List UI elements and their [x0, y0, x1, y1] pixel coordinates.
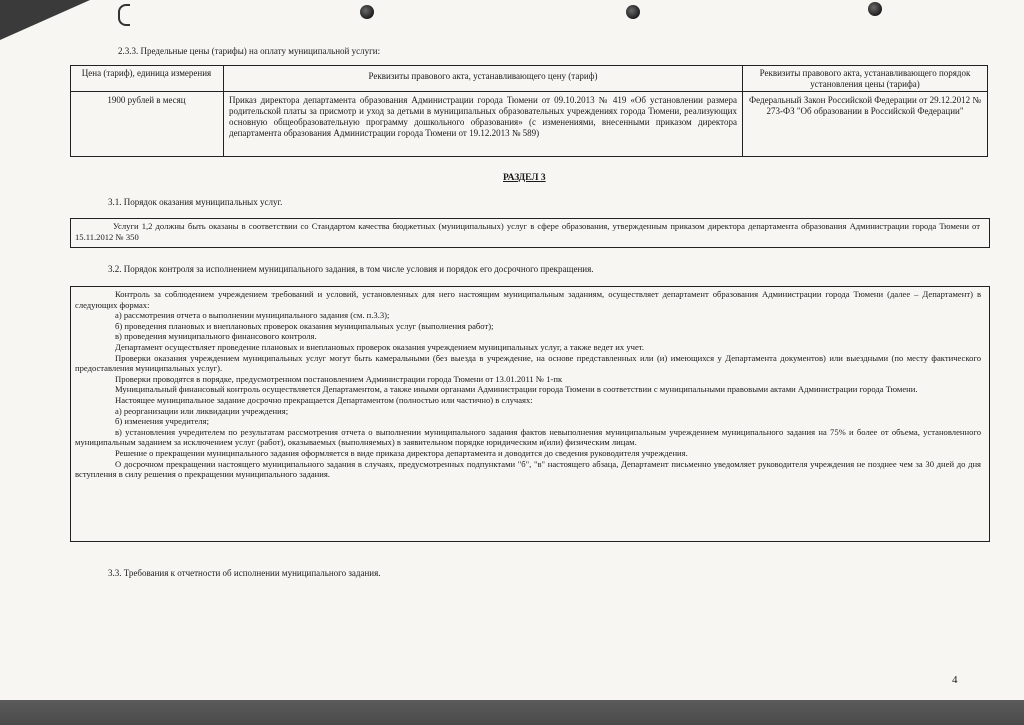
table-header-order: Реквизиты правового акта, устанавливающего порядок установления цены (тарифа) — [759, 68, 971, 89]
section-title: РАЗДЕЛ 3 — [503, 173, 546, 183]
table-header-act: Реквизиты правового акта, устанавливающего цену (тариф) — [368, 71, 598, 81]
heading-2-3-3: 2.3.3. Предельные цены (тарифы) на оплату муниципальной услуги: — [118, 46, 381, 56]
heading-3-3: 3.3. Требования к отчетности об исполнении муниципального задания. — [108, 568, 381, 578]
table-column-divider — [742, 65, 743, 156]
termination-list-item: а) реорганизации или ликвидации учреждения; — [115, 405, 289, 416]
notification-paragraph: О досрочном прекращении настоящего муниципального задания в случаях, предусмотренных подпунктами "б", "в" настоящего абзаца, Департамент письменно уведомляет руководителя учреждения не позднее чем за 30 дней до дня вступления в силу решения о прекращении муниципального задания. — [75, 458, 981, 480]
inspection-paragraph: Департамент осуществляет проведение плановых и внеплановых проверок оказания учреждением муниципальных услуг, а также ведет их учет. — [115, 341, 645, 352]
binder-clip-icon — [118, 4, 130, 26]
table-header-price: Цена (тариф), единица измерения — [81, 68, 212, 78]
termination-list-item: в) установления учредителем по результатам рассмотрения отчета о выполнении муниципального задания фактов невыполнения муниципальным учреждением муниципального задания на 75% и более от объема, установленного муниципальным заданием за исключением услуг (работ), оказываемых (выполняемых) в заявительном порядке юридическим и(или) физическим лицам. — [75, 426, 981, 448]
termination-paragraph: Настоящее муниципальное задание досрочно прекращается Департаментом (полностью или частично) в случаях: — [115, 394, 533, 405]
scan-bottom-edge — [0, 700, 1024, 725]
table-column-divider — [223, 65, 224, 156]
table-cell-order: Федеральный Закон Российской Федерации от 29.12.2012 № 273-ФЗ "Об образовании в Российской Федерации" — [749, 95, 981, 116]
punch-hole-icon — [868, 2, 882, 16]
page-number: 4 — [952, 674, 958, 686]
table-header-divider — [70, 91, 988, 92]
control-paragraph: Контроль за соблюдением учреждением требований и условий, установленных для него настоящим муниципальным заданиям, осуществляет департамент образования Администрации города Тюмени (далее – Департамент) в следующих формах: — [75, 289, 981, 310]
decision-paragraph: Решение о прекращении муниципального задания оформляется в виде приказа директора департамента и доводится до сведения руководителя учреждения. — [115, 447, 688, 458]
table-cell-act: Приказ директора департамента образования Администрации города Тюмени от 09.10.2013 № 419 «Об установлении размера родительской платы за присмотр и уход за детьми в муниципальных образовательных учреждениях города Тюмени, реализующих основную общеобразовательную программу дошкольного образования» (с изменениями, внесенными приказом директора департамента образования Администрации города Тюмени от 19.12.2013 № 589) — [229, 95, 737, 138]
termination-list-item: б) изменения учредителя; — [115, 416, 210, 427]
heading-3-2: 3.2. Порядок контроля за исполнением муниципального задания, в том числе условия и порядок его досрочного прекращения. — [108, 264, 594, 274]
scan-shadow-corner — [0, 0, 90, 40]
heading-3-1: 3.1. Порядок оказания муниципальных услуг. — [108, 197, 283, 207]
control-list-item: а) рассмотрения отчета о выполнении муниципального задания (см. п.3.3); — [115, 310, 390, 321]
box-3-2-text — [75, 289, 981, 480]
box-3-1-paragraph: Услуги 1,2 должны быть оказаны в соответствии со Стандартом качества бюджетных (муниципальных) услуг в сфере образования, утвержденным приказом директора департамента образования Администрации города Тюмени от 15.11.2012 № 350 — [75, 221, 980, 242]
inspection-paragraph: Проверки оказания учреждением муниципальных услуг могут быть камеральными (без выезда в учреждение, на основе представленных или (и) имеющихся у Департамента документов) или выездными (по месту фактического предоставления муниципальных услуг). — [75, 352, 981, 374]
punch-hole-icon — [626, 5, 640, 19]
finance-control-paragraph: Муниципальный финансовый контроль осуществляется Департаментом, а также иными органами Администрации города Тюмени в соответствии с муниципальными правовыми актами Администрации города Тюмени. — [115, 384, 918, 395]
control-list-item: б) проведения плановых и внеплановых проверок оказания муниципальных услуг (выполнения работ); — [115, 320, 494, 331]
inspection-paragraph: Проверки проводятся в порядке, предусмотренном постановлением Администрации города Тюмени от 13.01.2011 № 1-пк — [115, 373, 563, 384]
table-cell-price: 1900 рублей в месяц — [107, 95, 186, 105]
control-list-item: в) проведения муниципального финансового контроля. — [115, 331, 317, 342]
box-3-1-text — [75, 221, 980, 242]
punch-hole-icon — [360, 5, 374, 19]
